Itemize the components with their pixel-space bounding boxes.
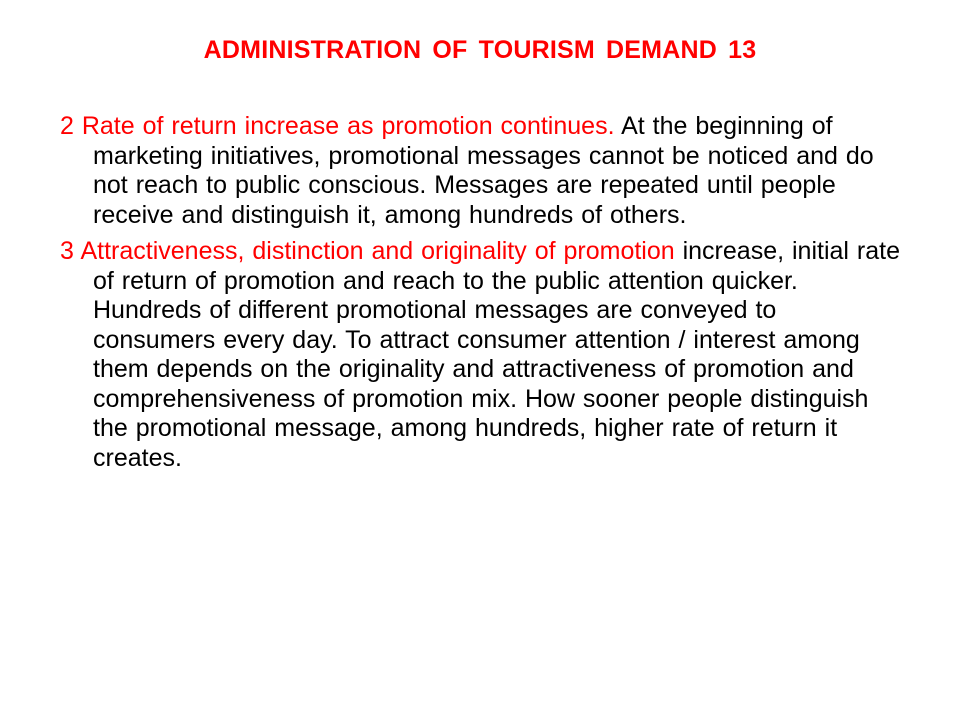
slide-title: ADMINISTRATION OF TOURISM DEMAND 13: [203, 36, 757, 64]
paragraph-body-text: increase, initial rate of return of promotion and reach to the public attention quicker. Hundreds of different promotional messages are conveyed to consumers every day. To attract consumer attention / interest among them depends on the originality and attractiveness of promotion and comprehensiveness of promotion mix. How sooner people distinguish the promotional message, among hundreds, higher rate of return it creates.: [93, 237, 900, 472]
paragraph-attractiveness: [60, 237, 900, 473]
paragraph-lead-text: 2 Rate of return increase as promotion continues.: [60, 112, 615, 140]
paragraph-rate-of-return: [60, 112, 900, 230]
slide-body: [60, 112, 900, 473]
paragraph-lead-text: 3 Attractiveness, distinction and originality of promotion: [60, 237, 675, 265]
paragraph-body-text: At the beginning of marketing initiatives, promotional messages cannot be noticed and do not reach to public conscious. Messages are repeated until people receive and distinguish it, among hundreds of others.: [93, 112, 874, 229]
